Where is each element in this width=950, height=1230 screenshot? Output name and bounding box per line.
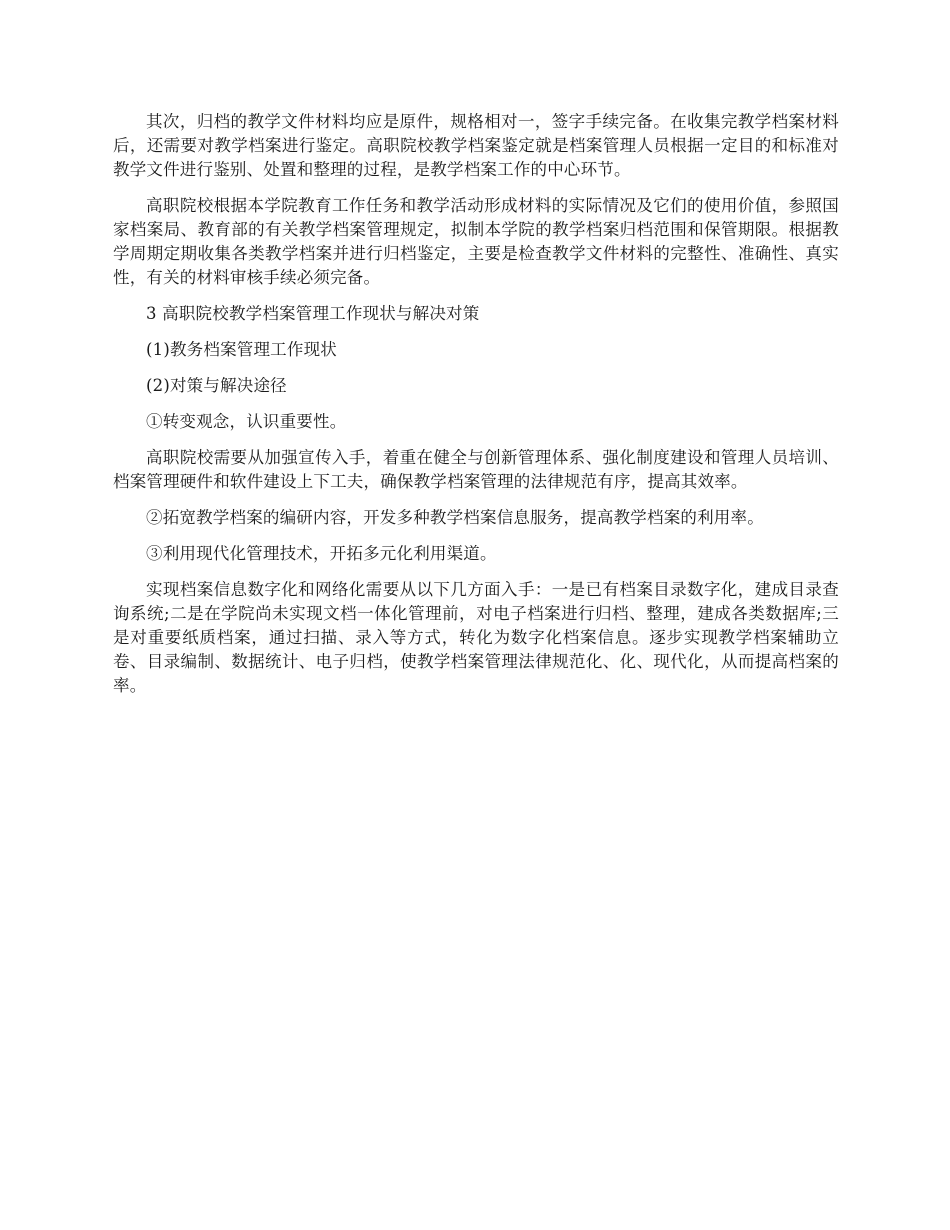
paragraph-archive-appraisal: 其次，归档的教学文件材料均应是原件，规格相对一，签字手续完备。在收集完教学档案材料后，还需要对教学档案进行鉴定。高职院校教学档案鉴定就是档案管理人员根据一定目的和标准对教学文件进行鉴别、处置和整理的过程，是教学档案工作的中心环节。 bbox=[113, 112, 839, 179]
list-item-1: ①转变观念，认识重要性。 bbox=[146, 412, 347, 431]
list-item-3: ③利用现代化管理技术，开拓多元化利用渠道。 bbox=[146, 544, 497, 563]
paragraph-digitization: 实现档案信息数字化和网络化需要从以下几方面入手：一是已有档案目录数字化，建成目录查询系统;二是在学院尚未实现文档一体化管理前，对电子档案进行归档、整理，建成各类数据库;三是对重要纸质档案，通过扫描、录入等方式，转化为数字化档案信息。逐步实现教学档案辅助立卷、目录编制、数据统计、电子归档，使教学档案管理法律规范化、化、现代化，从而提高档案的率。 bbox=[113, 580, 839, 695]
document-body bbox=[113, 110, 839, 710]
paragraph-publicity: 高职院校需要从加强宣传入手，着重在健全与创新管理体系、强化制度建设和管理人员培训、档案管理硬件和软件建设上下工夫，确保教学档案管理的法律规范有序，提高其效率。 bbox=[113, 448, 839, 491]
subheading-2: (2)对策与解决途径 bbox=[146, 376, 287, 395]
paragraph-archive-scope: 高职院校根据本学院教育工作任务和教学活动形成材料的实际情况及它们的使用价值，参照国家档案局、教育部的有关教学档案管理规定，拟制本学院的教学档案归档范围和保管期限。根据教学周期定期收集各类教学档案并进行归档鉴定，主要是检查教学文件材料的完整性、准确性、真实性，有关的材料审核手续必须完备。 bbox=[113, 196, 839, 287]
list-item-2: ②拓宽教学档案的编研内容，开发多种教学档案信息服务，提高教学档案的利用率。 bbox=[146, 508, 764, 527]
section-heading-3: 3 高职院校教学档案管理工作现状与解决对策 bbox=[146, 304, 480, 323]
subheading-1: (1)教务档案管理工作现状 bbox=[146, 340, 337, 359]
